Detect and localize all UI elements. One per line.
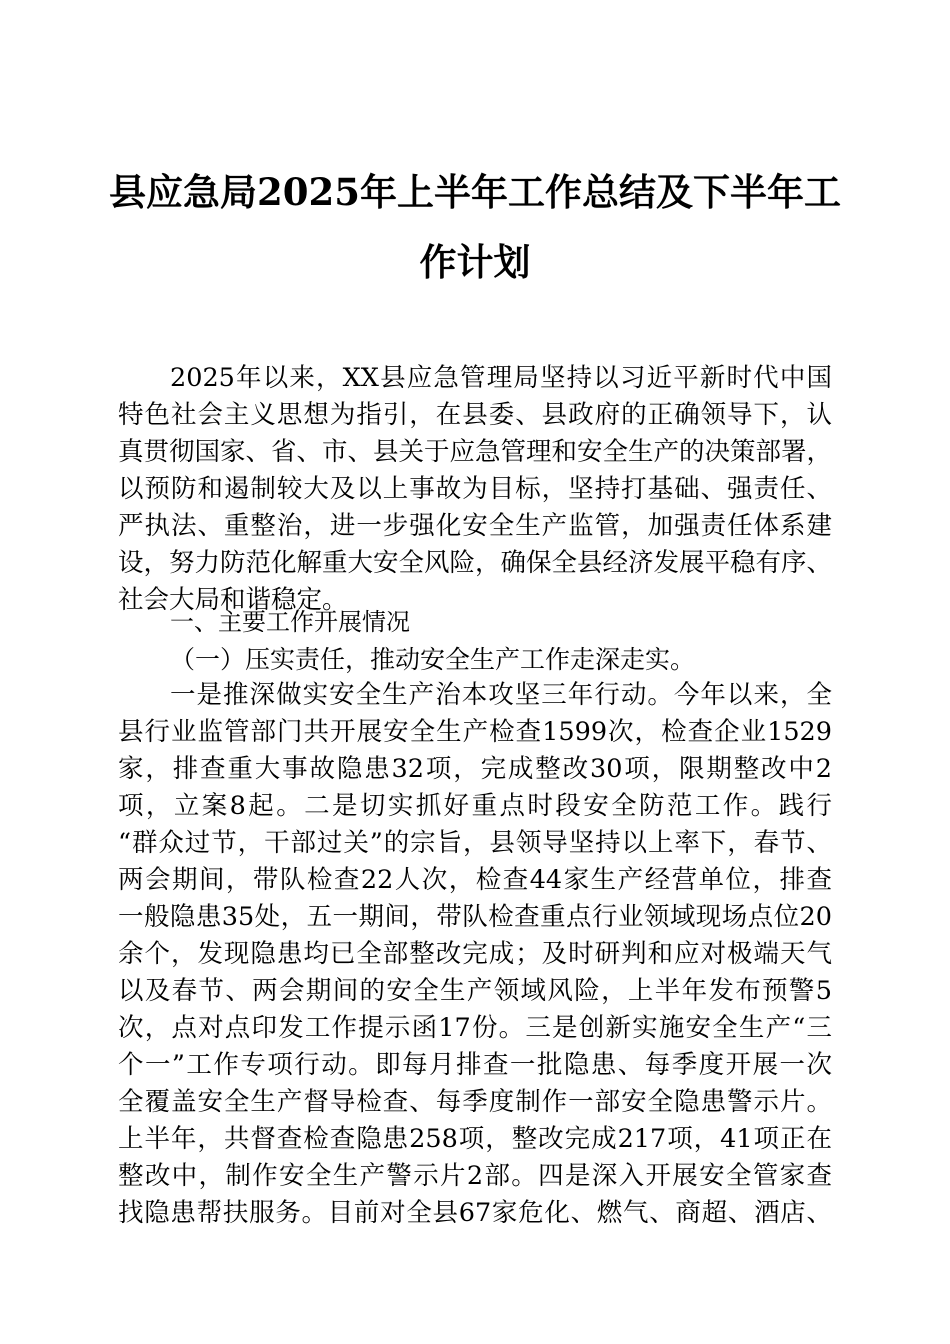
subsection-heading: （一）压实责任，推动安全生产工作走深走实。 (170, 645, 696, 674)
body-line: “群众过节，干部过关”的宗旨，县领导坚持以上率下，春节、 (118, 828, 832, 858)
body-line: 县行业监管部门共开展安全生产检查1599次，检查企业1529 (118, 717, 832, 747)
intro-line: 特色社会主义思想为指引，在县委、县政府的正确领导下，认 (118, 400, 832, 430)
intro-line: 2025年以来，XX县应急管理局坚持以习近平新时代中国 (170, 363, 832, 393)
intro-line: 真贯彻国家、省、市、县关于应急管理和安全生产的决策部署， (118, 437, 833, 467)
document-title-line-1: 县应急局2025年上半年工作总结及下半年工 (109, 170, 841, 214)
document-title-line-2: 作计划 (419, 240, 531, 284)
intro-line: 设，努力防范化解重大安全风险，确保全县经济发展平稳有序、 (118, 548, 833, 578)
section-heading: 一、主要工作开展情况 (170, 608, 410, 636)
body-line: 次，点对点印发工作提示函17份。三是创新实施安全生产“三 (118, 1013, 832, 1043)
body-line: 家，排查重大事故隐患32项，完成整改30项，限期整改中2 (118, 754, 832, 784)
intro-line: 社会大局和谐稳定。 (118, 585, 348, 615)
body-line: 项，立案8起。二是切实抓好重点时段安全防范工作。践行 (118, 791, 832, 821)
body-line: 以及春节、两会期间的安全生产领域风险，上半年发布预警5 (118, 976, 832, 1006)
body-line: 找隐患帮扶服务。目前对全县67家危化、燃气、商超、酒店、 (118, 1198, 832, 1228)
body-line: 两会期间，带队检查22人次，检查44家生产经营单位，排查 (118, 865, 832, 895)
intro-line: 以预防和遏制较大及以上事故为目标，坚持打基础、强责任、 (118, 474, 832, 504)
body-line: 整改中，制作安全生产警示片2部。四是深入开展安全管家查 (118, 1161, 832, 1191)
body-line: 全覆盖安全生产督导检查、每季度制作一部安全隐患警示片。 (118, 1087, 832, 1117)
body-line: 余个，发现隐患均已全部整改完成；及时研判和应对极端天气 (118, 939, 832, 969)
body-line: 一是推深做实安全生产治本攻坚三年行动。今年以来，全 (170, 680, 832, 710)
body-line: 个一”工作专项行动。即每月排查一批隐患、每季度开展一次 (118, 1050, 832, 1080)
intro-line: 严执法、重整治，进一步强化安全生产监管，加强责任体系建 (118, 511, 832, 541)
body-line: 一般隐患35处，五一期间，带队检查重点行业领域现场点位20 (118, 902, 832, 932)
body-line: 上半年，共督查检查隐患258项，整改完成217项，41项正在 (118, 1124, 832, 1154)
